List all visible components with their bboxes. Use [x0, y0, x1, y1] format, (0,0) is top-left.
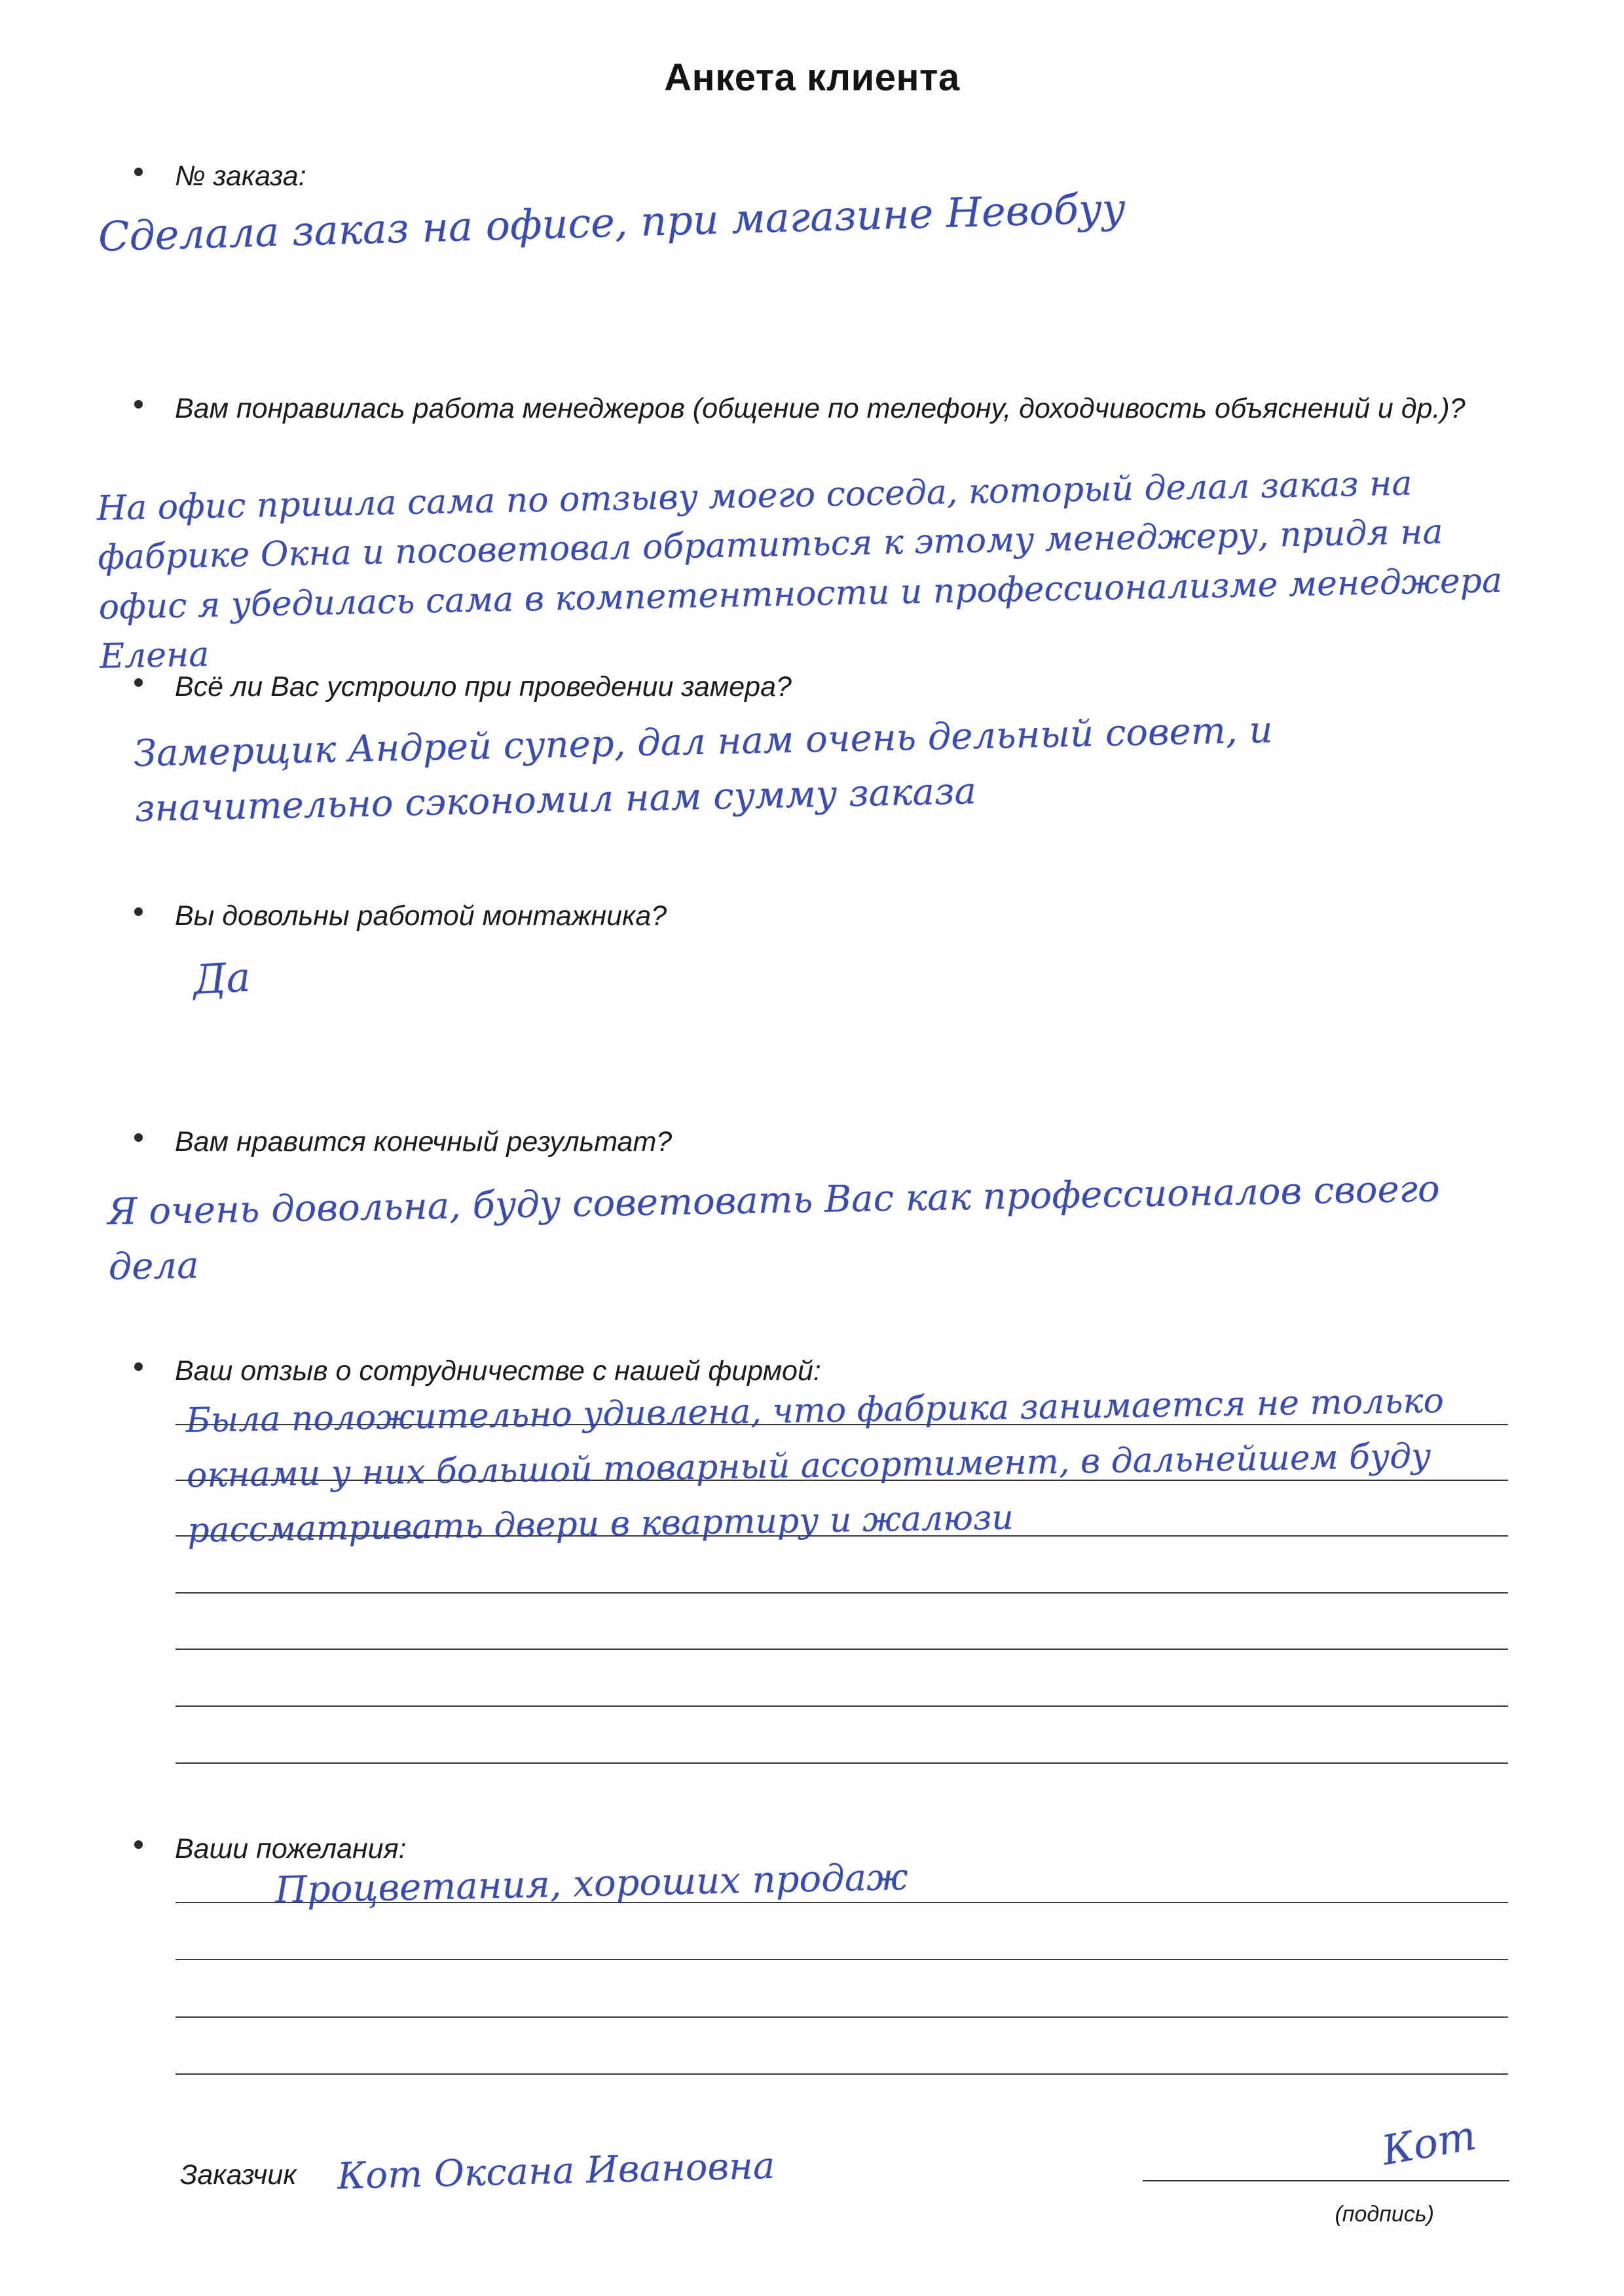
- writing-line: [175, 1592, 1508, 1594]
- signature-mark: Кот: [1378, 2111, 1480, 2175]
- bullet-icon: [134, 1362, 143, 1371]
- bullet-icon: [134, 400, 143, 409]
- answer-measurement: Замерщик Андрей супер, дал нам очень дельный совет, и значительно сэкономил нам сумму заказа: [133, 708, 1274, 830]
- question-label: Вы довольны работой монтажника?: [175, 900, 667, 932]
- writing-line: [175, 1649, 1508, 1650]
- answer-final-result: Я очень довольна, буду советовать Вас как профессионалов своего дела: [107, 1167, 1441, 1288]
- question-label: Вам понравилась работа менеджеров (общение по телефону, доходчивость объяснений и др.)?: [175, 393, 1466, 424]
- question-managers-work: [134, 390, 1503, 428]
- answer-wishes: Процветания, хороших продаж: [274, 1855, 909, 1912]
- writing-line: [175, 1959, 1508, 1960]
- writing-line: [175, 1705, 1508, 1707]
- bullet-icon: [134, 907, 143, 916]
- answer-feedback: Была положительно удивлена, что фабрика занимается не только окнами у них большой товарный ассортимент, в дальнейшем буду рассматривать двери в квартиру и жалюзи: [185, 1381, 1445, 1551]
- question-measurement: [134, 668, 1503, 706]
- question-label: Ваши пожелания:: [175, 1833, 407, 1865]
- writing-line: [175, 2073, 1508, 2075]
- answer-installer: Да: [192, 953, 252, 1004]
- question-order-number: [134, 157, 1503, 196]
- question-label: Вам нравится конечный результат?: [175, 1126, 673, 1157]
- question-label: Всё ли Вас устроило при проведении замера?: [175, 671, 792, 702]
- question-label: № заказа:: [175, 160, 306, 192]
- bullet-icon: [134, 1133, 143, 1142]
- answer-managers-work: На офис пришла сама по отзыву моего соседа, который делал заказ на фабрике Окна и посоветовал обратиться к этому менеджеру, придя на офис я убедилась сама в компетентности и профессионализме менеджера Елена: [96, 464, 1503, 677]
- bullet-icon: [134, 168, 143, 176]
- writing-line: [175, 2016, 1508, 2018]
- signature-caption: (подпись): [1335, 2202, 1434, 2227]
- writing-line: [175, 1762, 1508, 1764]
- bullet-icon: [134, 678, 143, 687]
- bullet-icon: [134, 1840, 143, 1849]
- answer-order-number: Сделала заказ на офисе, при магазине Невобуу: [97, 184, 1126, 261]
- question-final-result: [134, 1123, 1503, 1161]
- page-title: Анкета клиента: [664, 56, 960, 99]
- question-installer: [134, 897, 1503, 936]
- customer-label: Заказчик: [180, 2159, 297, 2191]
- question-label: Ваш отзыв о сотрудничестве с нашей фирмой:: [175, 1355, 821, 1387]
- signature-line: [1143, 2180, 1509, 2181]
- customer-name-handwritten: Кот Оксана Ивановна: [337, 2144, 776, 2198]
